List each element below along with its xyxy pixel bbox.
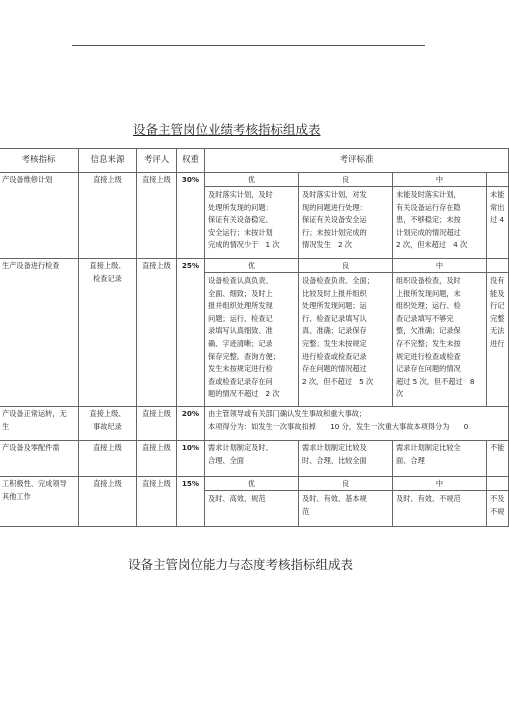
criteria-text: 不及 不规: [490, 494, 505, 516]
criteria-text: 由主管领导或有关部门确认发生事故和重大事故；: [208, 409, 367, 418]
header-standard: 考评标准: [205, 149, 509, 173]
criteria-text: 需求计划制定比较及 时、合理、比较全面: [302, 443, 367, 465]
criteria-text: 本项得分为：如发生一次事故扣掉 10 分，发生一次重大事故本项得分为 0: [208, 421, 469, 431]
header-indicator: 考核指标: [0, 149, 79, 173]
header-weight: 权重: [177, 149, 205, 173]
source-cell: 直接上级、 检查记录: [79, 259, 137, 407]
source-cell: 直接上级: [79, 477, 137, 527]
criteria-cell-good: [299, 259, 393, 407]
criteria-cell-poor: [487, 441, 509, 477]
table-row: [0, 407, 509, 441]
criteria-cell-good: [299, 477, 393, 527]
level-label: 良: [299, 260, 392, 273]
criteria-text: 及时、有效、基本规 范: [302, 494, 367, 516]
source-cell: 直接上级: [79, 173, 137, 259]
criteria-text: 没有 能及 行记 完整 无法 进行: [490, 276, 505, 348]
level-label: 优: [205, 260, 298, 273]
assessor-cell: 直接上级: [137, 173, 177, 259]
criteria-cell-poor: [487, 259, 509, 407]
criteria-cell-good: [299, 441, 393, 477]
criteria-text: 未能及时落实计划， 有关设备运行存在隐 患，不够稳定；未按 计划完成的情况超过 2 次，但未超过 4 次: [396, 190, 468, 250]
indicator-cell: 工积极性、完成领导 其他工作: [0, 477, 79, 527]
criteria-text: 设备检查负责、全面； 比较及时上报并组织 处理所发现问题；运 行、检查记录填写认 真、准确；记录保存 完整；发生未按规定 进行检查或检查记录 存在问题的情况超过 2 次，但不超过 5 次: [302, 276, 374, 386]
indicator-cell: 产设备维修计划: [0, 173, 79, 259]
table-row: [0, 441, 509, 477]
criteria-text: 不能: [490, 443, 505, 452]
criteria-cell-excellent: [205, 441, 299, 477]
level-label: [487, 174, 508, 187]
criteria-cell-poor: [487, 477, 509, 527]
table-row: [0, 477, 509, 527]
criteria-text: 需求计划制定及时、 合理、全面: [208, 443, 273, 465]
criteria-text: 及时落实计划，对发 现的问题进行处理： 保证有关设备安全运 行；未按计划完成的 情况发生 2 次: [302, 190, 367, 250]
indicator-cell: 生产设备进行检查: [0, 259, 79, 407]
assessor-cell: 直接上级: [137, 477, 177, 527]
level-label: 优: [205, 174, 298, 187]
weight-cell: 20%: [177, 407, 205, 441]
level-label: [487, 260, 508, 273]
header-row: [0, 149, 509, 173]
kpi-table: [0, 148, 509, 527]
section2-title: 设备主管岗位能力与态度考核指标组成表: [128, 557, 354, 572]
source-cell: 直接上级、 事故纪录: [79, 407, 137, 441]
level-label: 中: [393, 174, 486, 187]
criteria-cell-excellent: [205, 477, 299, 527]
source-cell: 直接上级: [79, 441, 137, 477]
criteria-text: 及时、有效、不规范: [396, 494, 461, 503]
criteria-cell-excellent: [205, 173, 299, 259]
header-source: 信息来源: [79, 149, 137, 173]
criteria-cell-medium: [393, 173, 487, 259]
criteria-cell-poor: [487, 173, 509, 259]
criteria-text: 组织设备检查，及时 上报所发现问题，未 组织处理；运行、检 查记录填写不够完 整，欠准确；记录保 存不完整；发生未按 规定进行检查或检查 记录存在问题的情况 超过 5 次，但不超过 8 次: [396, 276, 475, 399]
table-row: [0, 173, 509, 259]
weight-cell: 30%: [177, 173, 205, 259]
criteria-text: 及时落实计划，及时 处理所发现的问题： 保证有关设备稳定、 安全运行；未按计划 完成的情况少于 1 次: [208, 190, 280, 250]
weight-cell: 25%: [177, 259, 205, 407]
section1-title: 设备主管岗位业绩考核指标组成表: [133, 122, 321, 137]
criteria-text: 及时、高效、规范: [208, 494, 266, 503]
level-label: [487, 478, 508, 491]
level-label: 良: [299, 478, 392, 491]
criteria-text: 未能 常出 过 4: [490, 190, 505, 225]
level-label: 中: [393, 260, 486, 273]
header-rule: [72, 45, 425, 46]
criteria-cell-medium: [393, 477, 487, 527]
criteria-cell-excellent: [205, 259, 299, 407]
indicator-cell: 产设备正常运转，无 生: [0, 407, 79, 441]
level-label: 中: [393, 478, 486, 491]
level-label: 优: [205, 478, 298, 491]
assessor-cell: 直接上级: [137, 407, 177, 441]
criteria-text: 需求计划制定比较全 面、合理: [396, 443, 461, 465]
criteria-cell-medium: [393, 259, 487, 407]
criteria-cell-medium: [393, 441, 487, 477]
weight-cell: 15%: [177, 477, 205, 527]
weight-cell: 10%: [177, 441, 205, 477]
table-row: [0, 259, 509, 407]
indicator-cell: 产设备及零配件需: [0, 441, 79, 477]
assessor-cell: 直接上级: [137, 441, 177, 477]
assessor-cell: 直接上级: [137, 259, 177, 407]
header-assessor: 考评人: [137, 149, 177, 173]
criteria-text: 设备检查认真负责、 全面、细致；及时上 报并组织处理所发现 问题；运行、检查记 录填写认真细致、准 确、字迹清晰；记录 保存完整。查询方便； 发生未按规定进行检 查或检查记录存在问 题的情况不超过 2 次: [208, 276, 280, 399]
level-label: 良: [299, 174, 392, 187]
criteria-cell-wide: [205, 407, 509, 441]
criteria-cell-good: [299, 173, 393, 259]
